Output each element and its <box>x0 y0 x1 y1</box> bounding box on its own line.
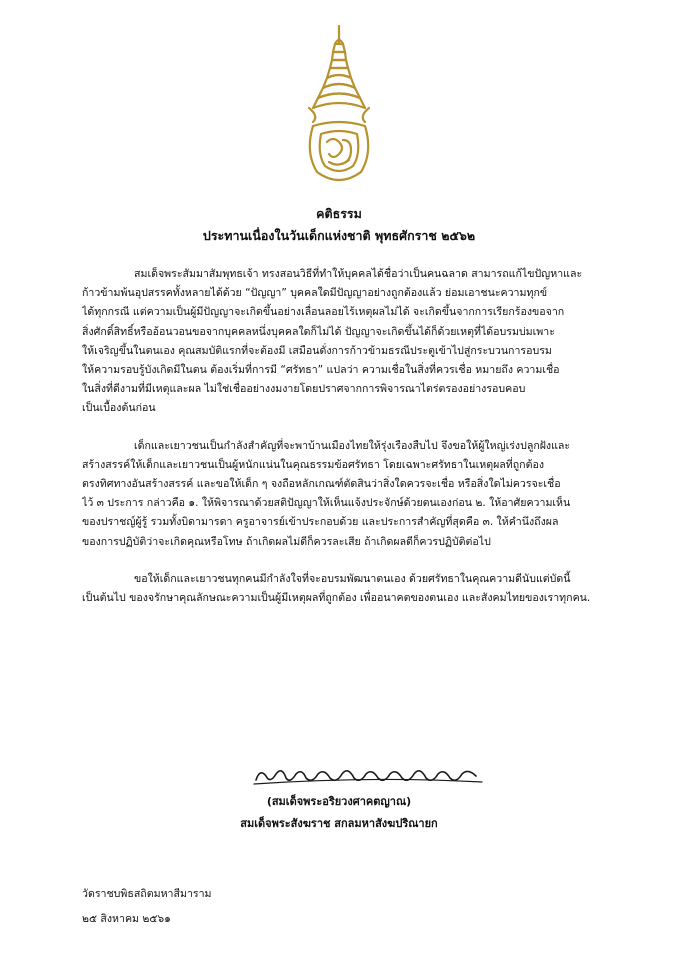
paragraph-line: เป็นต้นไป ของจรักษาคุณลักษณะความเป็นผู้มีเหตุผลที่ถูกต้อง เพื่ออนาคตของตนเอง และสังคมไทยของเราทุกคน. <box>82 592 591 605</box>
royal-emblem-icon <box>299 22 379 194</box>
paragraph-line: สร้างสรรค์ให้เด็กและเยาวชนเป็นผู้หนักแน่นในคุณธรรมข้อศรัทธา โดยเฉพาะศรัทธาในเหตุผลที่ถูกต้อง <box>82 458 545 471</box>
paragraph-line: ของการปฏิบัติว่าจะเกิดคุณหรือโทษ ถ้าเกิดผลไม่ดีก็ควรละเสีย ถ้าเกิดผลดีก็ควรปฏิบัติต่อไป <box>82 535 491 548</box>
signatory-name: (สมเด็จพระอริยวงศาคตญาณ) <box>266 795 412 808</box>
paragraph-line: ตรงทิศทางอันสร้างสรรค์ และขอให้เด็ก ๆ จงถือหลักเกณฑ์ตัดสินว่าสิ่งใดควรจะเชื่อ หรือสิ่งใดไม่ควรจะเชื่อ <box>82 478 561 491</box>
paragraph-2 <box>82 437 622 552</box>
paragraph-line: สมเด็จพระสัมมาสัมพุทธเจ้า ทรงสอนวิธีที่ทำให้บุคคลได้ชื่อว่าเป็นคนฉลาด สามารถแก้ไขปัญหาและ <box>134 268 583 280</box>
paragraph-line: ไว้ ๓ ประการ กล่าวคือ ๑. ให้พิจารณาด้วยสติปัญญาให้เห็นแจ้งประจักษ์ด้วยตนเองก่อน ๒. ให้อาศัยความเห็น <box>82 497 571 510</box>
paragraph-line: เป็นเบื้องต้นก่อน <box>82 402 156 415</box>
paragraph-line: เด็กและเยาวชนเป็นกำลังสำคัญที่จะพาบ้านเมืองไทยให้รุ่งเรืองสืบไป จึงขอให้ผู้ใหญ่เร่งปลูกฝังและ <box>134 439 571 452</box>
paragraph-line: สิ่งศักดิ์สิทธิ์หรืออ้อนวอนขอจากบุคคลหนึ่งบุคคลใดก็ไม่ได้ ปัญญาจะเกิดขึ้นได้ก็ด้วยเหตุที่ได้อบรมบ่มเพาะ <box>82 325 555 338</box>
paragraph-line: ของปราชญ์ผู้รู้ รวมทั้งบิดามารดา ครูอาจารย์เข้าประกอบด้วย และประการสำคัญที่สุดคือ ๓. ให้คำนึงถึงผล <box>82 516 559 529</box>
footer-place: วัดราชบพิธสถิตมหาสีมาราม <box>82 888 212 900</box>
handwritten-signature-icon <box>250 762 490 788</box>
paragraph-line: ให้เจริญขึ้นในตนเอง คุณสมบัติแรกที่จะต้องมี เสมือนดั่งการก้าวข้ามธรณีประตูเข้าไปสู่กระบวนการอบรม <box>82 344 552 357</box>
paragraph-line: ขอให้เด็กและเยาวชนทุกคนมีกำลังใจที่จะอบรมพัฒนาตนเอง ด้วยศรัทธาในคุณความดีนับแต่บัดนี้ <box>134 572 571 585</box>
signatory-title: สมเด็จพระสังฆราช สกลมหาสังฆปริณายก <box>240 817 438 830</box>
paragraph-line: ในสิ่งที่ดีงามที่มีเหตุและผล ไม่ใช่เชื่ออย่างงมงายโดยปราศจากการพิจารณาไตร่ตรองอย่างรอบคอบ <box>82 383 526 396</box>
paragraph-3 <box>82 570 622 608</box>
paragraph-line: ได้ทุกกรณี แต่ความเป็นผู้มีปัญญาจะเกิดขึ้นอย่างเลื่อนลอยไร้เหตุผลไม่ได้ จะเกิดขึ้นจากการเรียกร้องขอจาก <box>82 306 565 319</box>
document-title: คติธรรม <box>316 206 362 221</box>
document-subtitle: ประทานเนื่องในวันเด็กแห่งชาติ พุทธศักราช ๒๕๖๒ <box>202 228 476 243</box>
document-body <box>82 265 622 608</box>
paragraph-1 <box>82 265 622 419</box>
footer-date: ๒๕ สิงหาคม ๒๕๖๑ <box>82 913 171 925</box>
paragraph-line: ให้ความรอบรู้บังเกิดมีในตน ต้องเริ่มที่การมี “ศรัทธา” แปลว่า ความเชื่อในสิ่งที่ควรเชื่อ หมายถึง ความเชื่อ <box>82 364 560 377</box>
paragraph-line: ก้าวข้ามพ้นอุปสรรคทั้งหลายได้ด้วย “ปัญญา” บุคคลใดมีปัญญาอย่างถูกต้องแล้ว ย่อมเอาชนะความทุกข์ <box>82 287 548 300</box>
